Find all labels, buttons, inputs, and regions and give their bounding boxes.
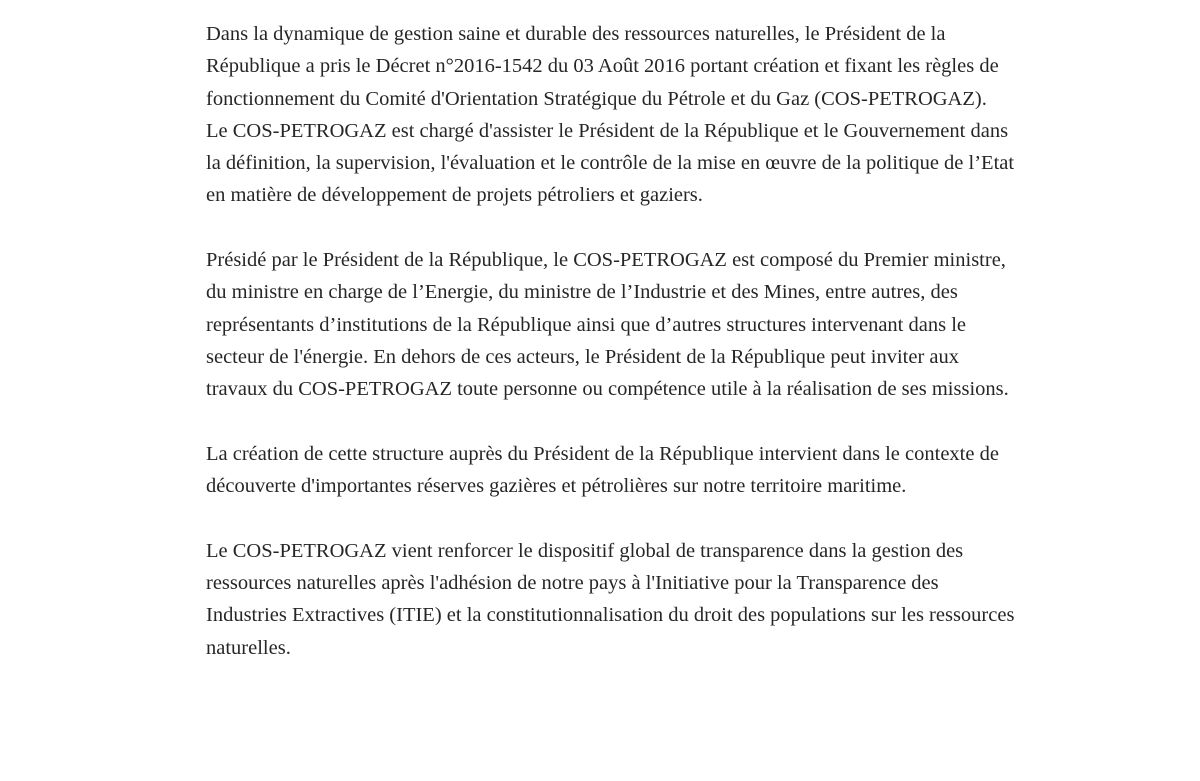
article-body bbox=[206, 18, 1021, 664]
paragraph-context: La création de cette structure auprès du Président de la République intervient dans le contexte de découverte d'importantes réserves gazières et pétrolières sur notre territoire maritime. bbox=[206, 442, 999, 498]
paragraph-decree: Dans la dynamique de gestion saine et durable des ressources naturelles, le Président de la République a pris le Décret n°2016-1542 du 03 Août 2016 portant création et fixant les règles de fonctionnement du Comité d'Orientation Stratégique du Pétrole et du Gaz (COS-PETROGAZ). bbox=[206, 23, 999, 110]
paragraph-mission: Le COS-PETROGAZ est chargé d'assister le Président de la République et le Gouvernement dans la définition, la supervision, l'évaluation et le contrôle de la mise en œuvre de la politique de l’Etat en matière de développement de projets pétroliers et gaziers. bbox=[206, 119, 1015, 207]
paragraph-composition: Présidé par le Président de la République, le COS-PETROGAZ est composé du Premier ministre, du ministre en charge de l’Energie, du ministre de l’Industrie et des Mines, entre autres, des représentants d’institutions de la République ainsi que d’autres structures intervenant dans le secteur de l'énergie. En dehors de ces acteurs, le Président de la République peut inviter aux travaux du COS-PETROGAZ toute personne ou compétence utile à la réalisation de ses missions. bbox=[206, 249, 1009, 401]
paragraph-transparency: Le COS-PETROGAZ vient renforcer le dispositif global de transparence dans la gestion des ressources naturelles après l'adhésion de notre pays à l'Initiative pour la Transparence des Industries Extractives (ITIE) et la constitutionnalisation du droit des populations sur les ressources naturelles. bbox=[206, 539, 1015, 659]
